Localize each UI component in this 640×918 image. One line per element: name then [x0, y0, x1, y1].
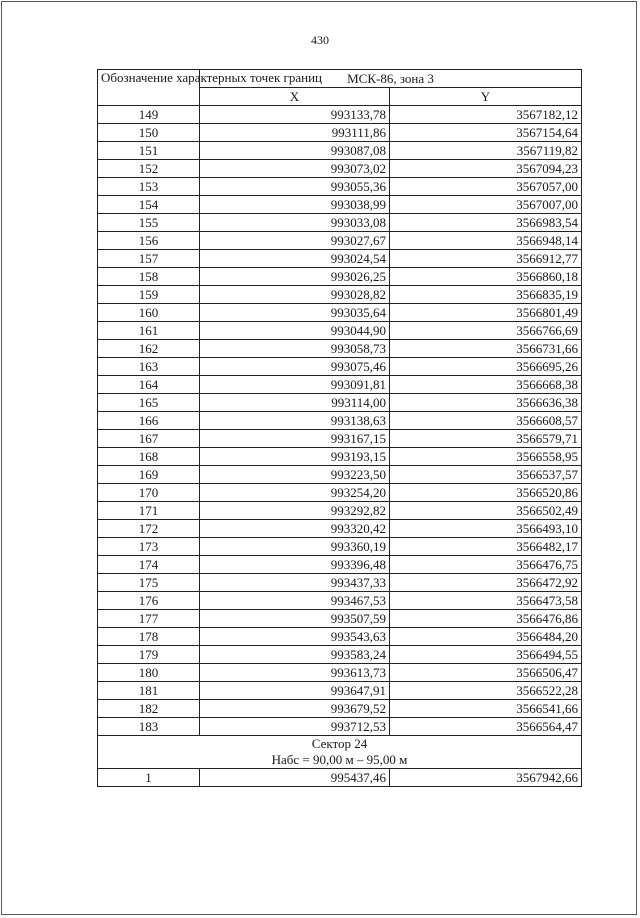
table-row — [98, 646, 582, 664]
table-row — [98, 592, 582, 610]
x-cell: 993114,00 — [200, 394, 390, 412]
point-cell: 1 — [98, 769, 200, 787]
y-cell: 3567942,66 — [390, 769, 582, 787]
table-row — [98, 304, 582, 322]
table-row — [98, 250, 582, 268]
x-cell: 993055,36 — [200, 178, 390, 196]
point-cell: 165 — [98, 394, 200, 412]
y-cell: 3566766,69 — [390, 322, 582, 340]
x-cell: 993613,73 — [200, 664, 390, 682]
y-cell: 3567154,64 — [390, 124, 582, 142]
point-cell: 170 — [98, 484, 200, 502]
y-cell: 3566473,58 — [390, 592, 582, 610]
y-cell: 3566948,14 — [390, 232, 582, 250]
x-cell: 993167,15 — [200, 430, 390, 448]
x-cell: 993437,33 — [200, 574, 390, 592]
y-cell: 3567182,12 — [390, 106, 582, 124]
point-cell: 183 — [98, 718, 200, 736]
point-cell: 150 — [98, 124, 200, 142]
point-cell: 178 — [98, 628, 200, 646]
table-row — [98, 664, 582, 682]
table-row — [98, 268, 582, 286]
table-row — [98, 610, 582, 628]
table-row — [98, 718, 582, 736]
y-cell: 3567094,23 — [390, 160, 582, 178]
y-cell: 3566502,49 — [390, 502, 582, 520]
point-cell: 161 — [98, 322, 200, 340]
y-cell: 3566695,26 — [390, 358, 582, 376]
y-cell: 3566522,28 — [390, 682, 582, 700]
table-row — [98, 322, 582, 340]
point-cell: 162 — [98, 340, 200, 358]
table-row — [98, 340, 582, 358]
y-cell: 3566668,38 — [390, 376, 582, 394]
y-column-header: Y — [390, 88, 582, 106]
y-cell: 3566835,19 — [390, 286, 582, 304]
table-row — [98, 358, 582, 376]
point-cell: 152 — [98, 160, 200, 178]
point-cell: 151 — [98, 142, 200, 160]
y-cell: 3566636,38 — [390, 394, 582, 412]
x-cell: 993138,63 — [200, 412, 390, 430]
y-cell: 3567007,00 — [390, 196, 582, 214]
table-row — [98, 466, 582, 484]
table-row — [98, 196, 582, 214]
y-cell: 3566801,49 — [390, 304, 582, 322]
x-column-header: X — [200, 88, 390, 106]
x-cell: 993028,82 — [200, 286, 390, 304]
x-cell: 993647,91 — [200, 682, 390, 700]
table-row — [98, 178, 582, 196]
x-cell: 993543,63 — [200, 628, 390, 646]
x-cell: 993035,64 — [200, 304, 390, 322]
point-cell: 169 — [98, 466, 200, 484]
x-cell: 993583,24 — [200, 646, 390, 664]
x-cell: 995437,46 — [200, 769, 390, 787]
x-cell: 993111,86 — [200, 124, 390, 142]
sector-heading — [98, 736, 582, 769]
x-cell: 993087,08 — [200, 142, 390, 160]
x-cell: 993133,78 — [200, 106, 390, 124]
x-cell: 993091,81 — [200, 376, 390, 394]
table-row — [98, 538, 582, 556]
x-cell: 993679,52 — [200, 700, 390, 718]
table-row — [98, 430, 582, 448]
y-cell: 3566520,86 — [390, 484, 582, 502]
point-cell: 157 — [98, 250, 200, 268]
x-cell: 993467,53 — [200, 592, 390, 610]
point-cell: 156 — [98, 232, 200, 250]
table-row — [98, 376, 582, 394]
point-cell: 153 — [98, 178, 200, 196]
point-cell: 160 — [98, 304, 200, 322]
x-cell: 993075,46 — [200, 358, 390, 376]
y-cell: 3566541,66 — [390, 700, 582, 718]
x-cell: 993024,54 — [200, 250, 390, 268]
x-cell: 993507,59 — [200, 610, 390, 628]
point-cell: 167 — [98, 430, 200, 448]
point-cell: 176 — [98, 592, 200, 610]
table-row — [98, 232, 582, 250]
y-cell: 3566494,55 — [390, 646, 582, 664]
point-cell: 163 — [98, 358, 200, 376]
table-row — [98, 484, 582, 502]
y-cell: 3566860,18 — [390, 268, 582, 286]
point-cell: 180 — [98, 664, 200, 682]
x-cell: 993044,90 — [200, 322, 390, 340]
x-cell: 993360,19 — [200, 538, 390, 556]
y-cell: 3566484,20 — [390, 628, 582, 646]
x-cell: 993073,02 — [200, 160, 390, 178]
y-cell: 3566476,86 — [390, 610, 582, 628]
x-cell: 993193,15 — [200, 448, 390, 466]
x-cell: 993396,48 — [200, 556, 390, 574]
x-cell: 993712,53 — [200, 718, 390, 736]
point-cell: 172 — [98, 520, 200, 538]
point-cell: 174 — [98, 556, 200, 574]
point-cell: 149 — [98, 106, 200, 124]
table-row — [98, 628, 582, 646]
point-cell: 182 — [98, 700, 200, 718]
point-cell: 168 — [98, 448, 200, 466]
x-cell: 993058,73 — [200, 340, 390, 358]
table-row — [98, 286, 582, 304]
y-cell: 3566506,47 — [390, 664, 582, 682]
point-column-header: Обозначение характерных точек границ — [98, 70, 200, 106]
point-cell: 173 — [98, 538, 200, 556]
table-row — [98, 448, 582, 466]
x-cell: 993027,67 — [200, 232, 390, 250]
y-cell: 3566608,57 — [390, 412, 582, 430]
y-cell: 3566564,47 — [390, 718, 582, 736]
table-row — [98, 106, 582, 124]
y-cell: 3567119,82 — [390, 142, 582, 160]
table-row — [98, 574, 582, 592]
table-row — [98, 214, 582, 232]
table-row — [98, 682, 582, 700]
table-row — [98, 142, 582, 160]
page-number: 430 — [311, 33, 329, 47]
point-cell: 171 — [98, 502, 200, 520]
table-row — [98, 124, 582, 142]
y-cell: 3566482,17 — [390, 538, 582, 556]
y-cell: 3566493,10 — [390, 520, 582, 538]
x-cell: 993292,82 — [200, 502, 390, 520]
table-row — [98, 700, 582, 718]
coordinate-system-header: МСК-86, зона 3 — [200, 70, 582, 88]
point-cell: 177 — [98, 610, 200, 628]
point-cell: 154 — [98, 196, 200, 214]
x-cell: 993026,25 — [200, 268, 390, 286]
y-cell: 3566558,95 — [390, 448, 582, 466]
x-cell: 993033,08 — [200, 214, 390, 232]
point-cell: 175 — [98, 574, 200, 592]
point-cell: 179 — [98, 646, 200, 664]
point-cell: 164 — [98, 376, 200, 394]
y-cell: 3566579,71 — [390, 430, 582, 448]
x-cell: 993254,20 — [200, 484, 390, 502]
table-row — [98, 502, 582, 520]
sector-row — [98, 736, 582, 769]
sector-title: Сектор 24 — [311, 736, 368, 751]
y-cell: 3566731,66 — [390, 340, 582, 358]
table-row — [98, 520, 582, 538]
table-body — [98, 70, 582, 787]
table-row — [98, 412, 582, 430]
table-row — [98, 394, 582, 412]
y-cell: 3566537,57 — [390, 466, 582, 484]
coordinates-table — [97, 69, 582, 787]
x-cell: 993320,42 — [200, 520, 390, 538]
y-cell: 3566912,77 — [390, 250, 582, 268]
y-cell: 3567057,00 — [390, 178, 582, 196]
x-cell: 993223,50 — [200, 466, 390, 484]
x-cell: 993038,99 — [200, 196, 390, 214]
y-cell: 3566472,92 — [390, 574, 582, 592]
point-cell: 159 — [98, 286, 200, 304]
point-cell: 158 — [98, 268, 200, 286]
point-cell: 166 — [98, 412, 200, 430]
table-row — [98, 769, 582, 787]
table-row — [98, 160, 582, 178]
sector-height-range: Нaбс = 90,00 м – 95,00 м — [271, 752, 408, 767]
table-row — [98, 556, 582, 574]
point-cell: 155 — [98, 214, 200, 232]
point-cell: 181 — [98, 682, 200, 700]
y-cell: 3566476,75 — [390, 556, 582, 574]
y-cell: 3566983,54 — [390, 214, 582, 232]
header-row — [98, 70, 582, 88]
